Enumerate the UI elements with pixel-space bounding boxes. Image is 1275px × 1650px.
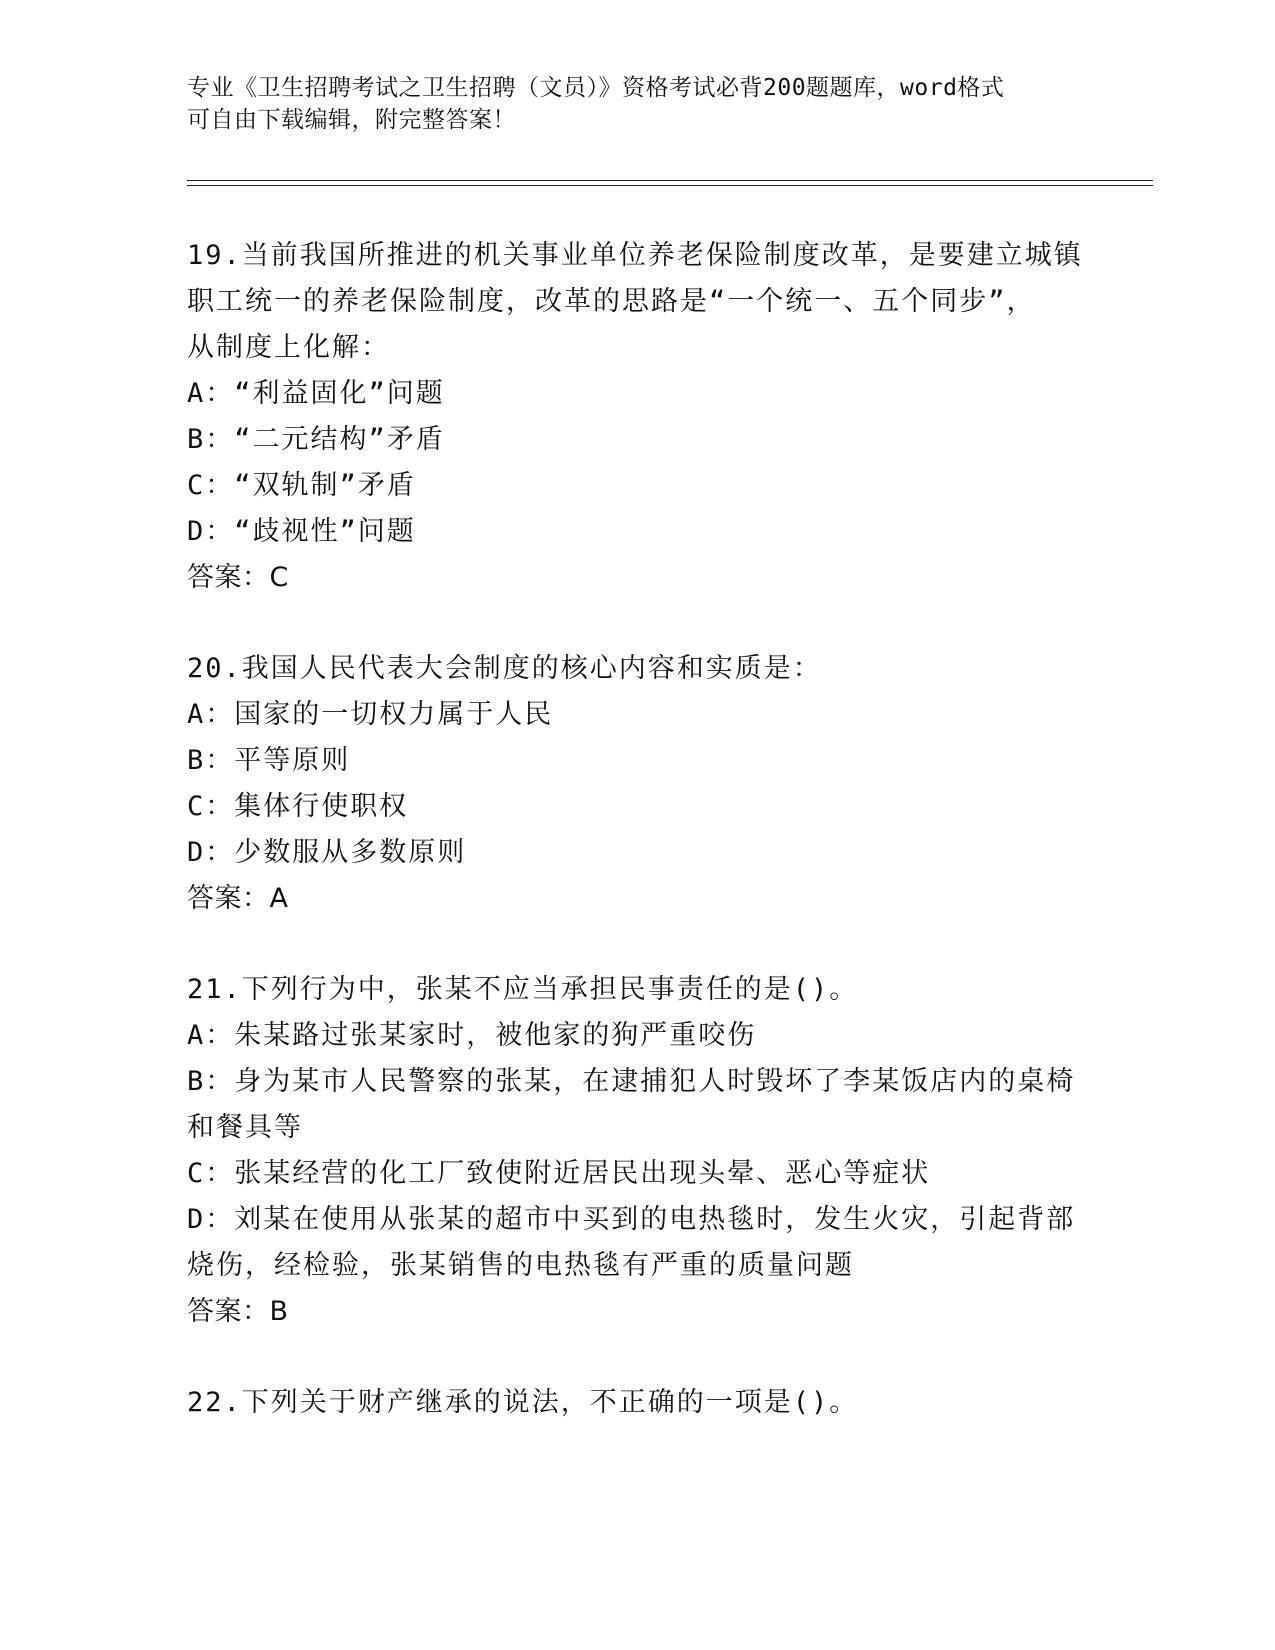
question-stem-line: 21.下列行为中，张某不应当承担民事责任的是()。 [187,974,859,1005]
option-line: D：“歧视性”问题 [187,516,416,547]
option-line: A：“利益固化”问题 [187,378,445,409]
option-line: 烧伤，经检验，张某销售的电热毯有严重的质量问题 [187,1250,854,1281]
option-line: C：“双轨制”矛盾 [187,470,416,501]
option-line: A：国家的一切权力属于人民 [187,699,554,730]
option-line: B：“二元结构”矛盾 [187,424,445,455]
question-block [187,233,1087,601]
question-stem-line: 从制度上化解： [187,332,390,363]
question-stem-line: 19.当前我国所推进的机关事业单位养老保险制度改革，是要建立城镇 [187,240,1083,271]
header-divider-top [187,180,1153,181]
option-line: C：集体行使职权 [187,791,409,822]
question-stem-line: 22.下列关于财产继承的说法，不正确的一项是()。 [187,1387,859,1418]
question-block [187,646,1087,922]
option-line: C：张某经营的化工厂致使附近居民出现头晕、恶心等症状 [187,1158,931,1189]
question-block [187,967,1087,1335]
option-line: B：平等原则 [187,745,351,776]
answer-line: 答案：C [187,562,289,593]
question-block [187,1380,1087,1426]
option-line: 和餐具等 [187,1112,303,1143]
option-line: D：刘某在使用从张某的超市中买到的电热毯时，发生火灾，引起背部 [187,1204,1076,1235]
question-list [187,233,1087,1471]
answer-line: 答案：B [187,1296,289,1327]
option-line: A：朱某路过张某家时，被他家的狗严重咬伤 [187,1020,757,1051]
header-line-1: 专业《卫生招聘考试之卫生招聘（文员）》资格考试必背200题题库，word格式 [187,75,1005,101]
option-line: B：身为某市人民警察的张某，在逮捕犯人时毁坏了李某饭店内的桌椅 [187,1066,1076,1097]
question-stem-line: 职工统一的养老保险制度，改革的思路是“一个统一、五个同步”， [187,286,1036,317]
option-line: D：少数服从多数原则 [187,837,467,868]
header-divider-bottom [187,185,1153,186]
header-line-2: 可自由下载编辑，附完整答案！ [187,107,516,133]
document-header [187,72,1067,136]
answer-line: 答案：A [187,883,289,914]
question-stem-line: 20.我国人民代表大会制度的核心内容和实质是： [187,653,822,684]
